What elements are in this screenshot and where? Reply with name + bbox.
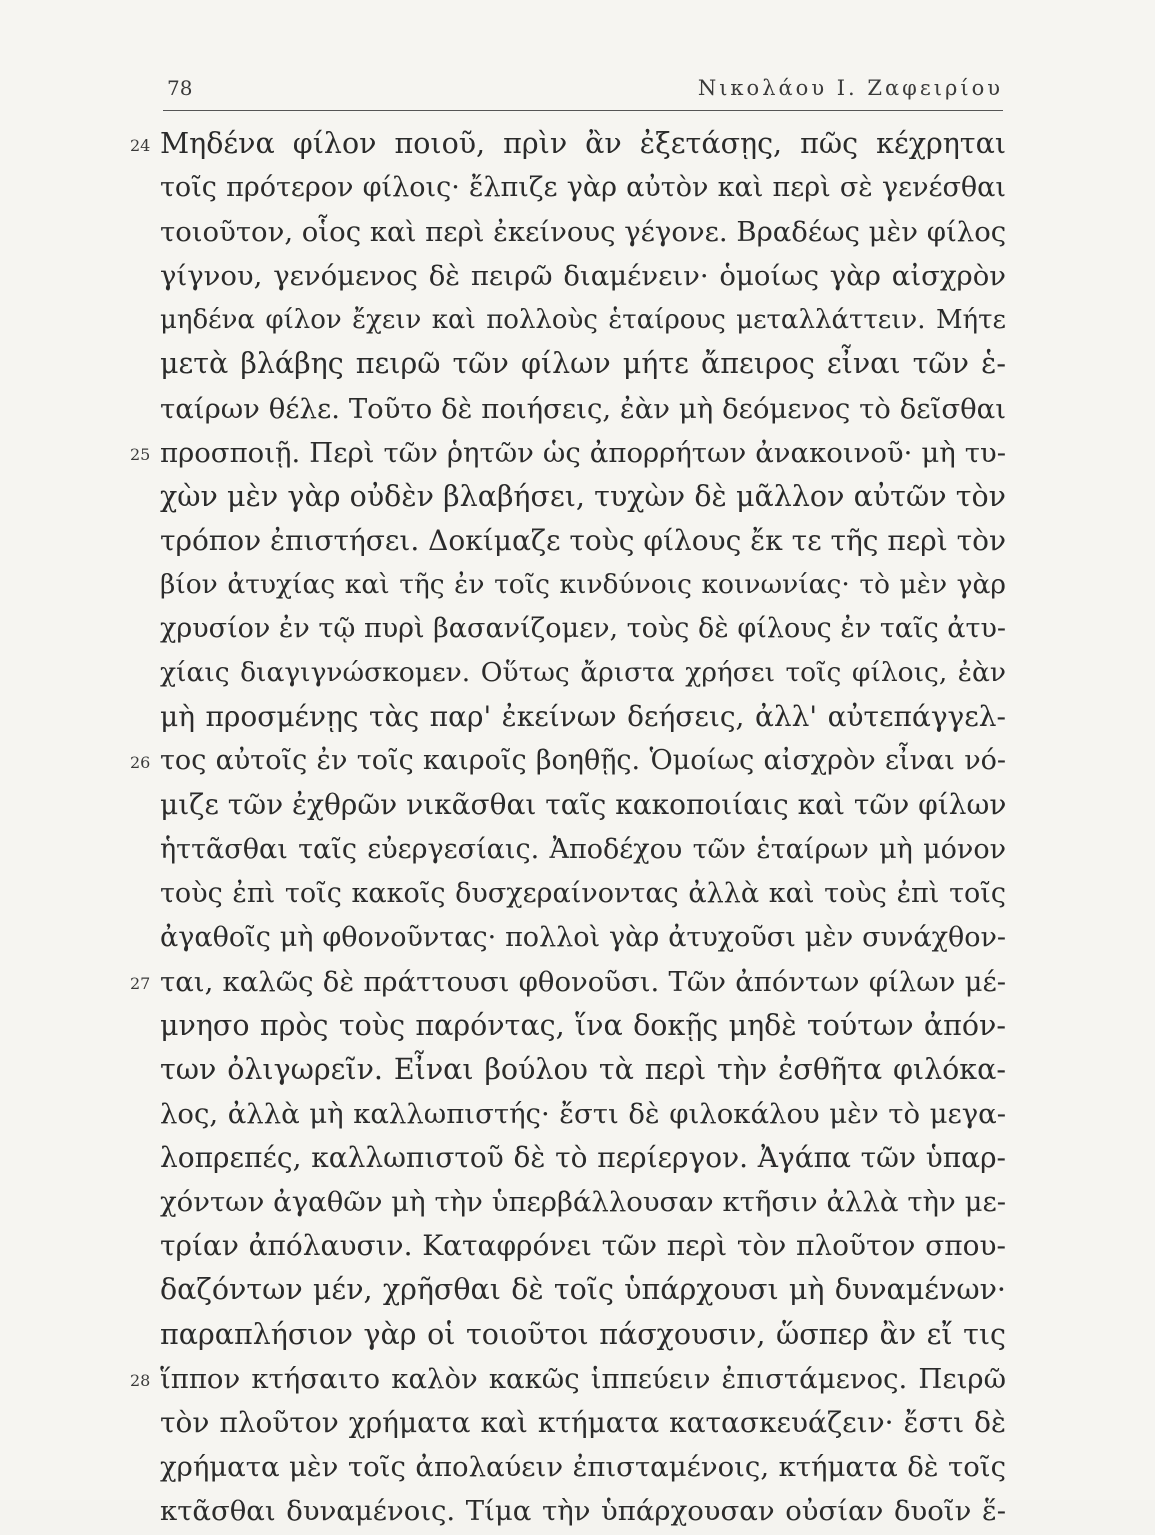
line-text: Μηδένα φίλον ποιοῦ, πρὶν ἂν ἐξετάσῃς, πῶς κέχρηται <box>160 127 1006 160</box>
line-text: τοῖς πρότερον φίλοις· ἔλπιζε γὰρ αὐτὸν καὶ περὶ σὲ γενέσθαι <box>160 172 1006 204</box>
body-text <box>0 124 1155 1535</box>
line-text: ταίρων θέλε. Τοῦτο δὲ ποιήσεις, ἐὰν μὴ δεόμενος τὸ δεῖσθαι <box>160 392 1006 425</box>
text-line <box>0 344 1155 388</box>
section-number: 26 <box>130 753 151 773</box>
line-text: βίον ἀτυχίας καὶ τῆς ἐν τοῖς κινδύνοις κοινωνίας· τὸ μὲν γὰρ <box>160 568 1006 600</box>
line-text: λος, ἀλλὰ μὴ καλλωπιστής· ἔστι δὲ φιλοκάλου μὲν τὸ μεγα- <box>160 1098 1006 1131</box>
line-text: ἡττᾶσθαι ταῖς εὐεργεσίαις. Ἀποδέχου τῶν ἑταίρων μὴ μόνον <box>160 833 1006 865</box>
section-number: 25 <box>130 444 151 464</box>
text-line <box>0 124 1155 168</box>
text-line <box>0 1094 1155 1138</box>
line-text: γίγνου, γενόμενος δὲ πειρῶ διαμένειν· ὁμοίως γὰρ αἰσχρὸν <box>160 260 1006 293</box>
line-text: τὸν πλοῦτον χρήματα καὶ κτήματα κατασκευάζειν· ἔστι δὲ <box>160 1405 1006 1439</box>
text-line <box>0 521 1155 565</box>
line-text: προσποιῇ. Περὶ τῶν ῥητῶν ὡς ἀπορρήτων ἀνακοινοῦ· μὴ τυ- <box>160 436 1006 469</box>
text-line <box>0 1050 1155 1094</box>
running-head: Νικολάου Ι. Ζαφειρίου <box>697 76 1003 100</box>
line-text: λοπρεπές, καλλωπιστοῦ δὲ τὸ περίεργον. Ἀγάπα τῶν ὑπαρ- <box>160 1141 1006 1175</box>
line-text: μετὰ βλάβης πειρῶ τῶν φίλων μήτε ἄπειρος εἶναι τῶν ἑ- <box>160 347 1006 381</box>
line-text: κτᾶσθαι δυναμένοις. Τίμα τὴν ὑπάρχουσαν οὐσίαν δυοῖν ἕ- <box>160 1494 1006 1527</box>
section-number: 28 <box>130 1370 151 1390</box>
line-text: ἵππον κτήσαιτο καλὸν κακῶς ἱππεύειν ἐπιστάμενος. Πειρῶ <box>160 1362 1006 1395</box>
line-text: χόντων ἀγαθῶν μὴ τὴν ὑπερβάλλουσαν κτῆσιν ἀλλὰ τὴν με- <box>160 1186 1006 1219</box>
text-line <box>0 477 1155 521</box>
text-line <box>0 653 1155 697</box>
line-text: ται, καλῶς δὲ πράττουσι φθονοῦσι. Τῶν ἀπόντων φίλων μέ- <box>160 965 1006 998</box>
text-line <box>0 918 1155 962</box>
line-text: ἀγαθοῖς μὴ φθονοῦντας· πολλοὶ γὰρ ἀτυχοῦσι μὲν συνάχθον- <box>160 921 1006 953</box>
text-line <box>0 1006 1155 1050</box>
text-line <box>0 1226 1155 1270</box>
text-line <box>0 1315 1155 1359</box>
text-line <box>0 1447 1155 1491</box>
line-text: μνησο πρὸς τοὺς παρόντας, ἵνα δοκῇς μηδὲ τούτων ἀπόν- <box>160 1008 1006 1042</box>
line-text: χίαις διαγιγνώσκομεν. Οὕτως ἄριστα χρήσει τοῖς φίλοις, ἐὰν <box>160 657 1006 689</box>
text-line <box>0 300 1155 344</box>
text-line <box>0 874 1155 918</box>
text-line <box>0 1138 1155 1182</box>
line-text: τοὺς ἐπὶ τοῖς κακοῖς δυσχεραίνοντας ἀλλὰ καὶ τοὺς ἐπὶ τοῖς <box>160 877 1006 909</box>
text-line <box>0 1182 1155 1226</box>
line-text: των ὀλιγωρεῖν. Εἶναι βούλου τὰ περὶ τὴν ἐσθῆτα φιλόκα- <box>160 1052 1006 1086</box>
line-text: μιζε τῶν ἐχθρῶν νικᾶσθαι ταῖς κακοποιίαις καὶ τῶν φίλων <box>160 788 1007 822</box>
text-line <box>0 256 1155 300</box>
line-text: τος αὐτοῖς ἐν τοῖς καιροῖς βοηθῇς. Ὁμοίως αἰσχρὸν εἶναι νό- <box>160 745 1006 777</box>
line-text: δαζόντων μέν, χρῆσθαι δὲ τοῖς ὑπάρχουσι μὴ δυναμένων· <box>160 1273 1006 1307</box>
page-number: 78 <box>167 76 193 100</box>
text-line <box>0 433 1155 477</box>
line-text: τρόπον ἐπιστήσει. Δοκίμαζε τοὺς φίλους ἔκ τε τῆς περὶ τὸν <box>160 523 1006 557</box>
line-text: τρίαν ἀπόλαυσιν. Καταφρόνει τῶν περὶ τὸν πλοῦτον σπου- <box>160 1229 1006 1263</box>
text-line <box>0 1403 1155 1447</box>
text-line <box>0 609 1155 653</box>
text-line <box>0 565 1155 609</box>
text-line <box>0 697 1155 741</box>
text-line <box>0 1270 1155 1314</box>
text-line <box>0 962 1155 1006</box>
text-line <box>0 1491 1155 1535</box>
text-line <box>0 785 1155 829</box>
page-header <box>163 74 1003 111</box>
line-text: τοιοῦτον, οἷος καὶ περὶ ἐκείνους γέγονε. Βραδέως μὲν φίλος <box>160 216 1007 249</box>
line-text: παραπλήσιον γὰρ οἱ τοιοῦτοι πάσχουσιν, ὥσπερ ἂν εἴ τις <box>160 1317 1006 1351</box>
text-line <box>0 1359 1155 1403</box>
line-text: χρυσίον ἐν τῷ πυρὶ βασανίζομεν, τοὺς δὲ φίλους ἐν ταῖς ἀτυ- <box>160 613 1006 645</box>
text-line <box>0 389 1155 433</box>
line-text: χρήματα μὲν τοῖς ἀπολαύειν ἐπισταμένοις, κτήματα δὲ τοῖς <box>160 1450 1006 1483</box>
text-line <box>0 830 1155 874</box>
section-number: 24 <box>130 136 151 155</box>
section-number: 27 <box>130 973 151 993</box>
line-text: χὼν μὲν γὰρ οὐδὲν βλαβήσει, τυχὼν δὲ μᾶλλον αὐτῶν τὸν <box>160 479 1006 513</box>
line-text: μηδένα φίλον ἔχειν καὶ πολλοὺς ἑταίρους μεταλλάττειν. Μήτε <box>160 305 1006 336</box>
text-line <box>0 168 1155 212</box>
line-text: μὴ προσμένῃς τὰς παρ' ἐκείνων δεήσεις, ἀλλ' αὐτεπάγγελ- <box>160 700 1006 734</box>
text-line <box>0 741 1155 785</box>
text-line <box>0 212 1155 256</box>
